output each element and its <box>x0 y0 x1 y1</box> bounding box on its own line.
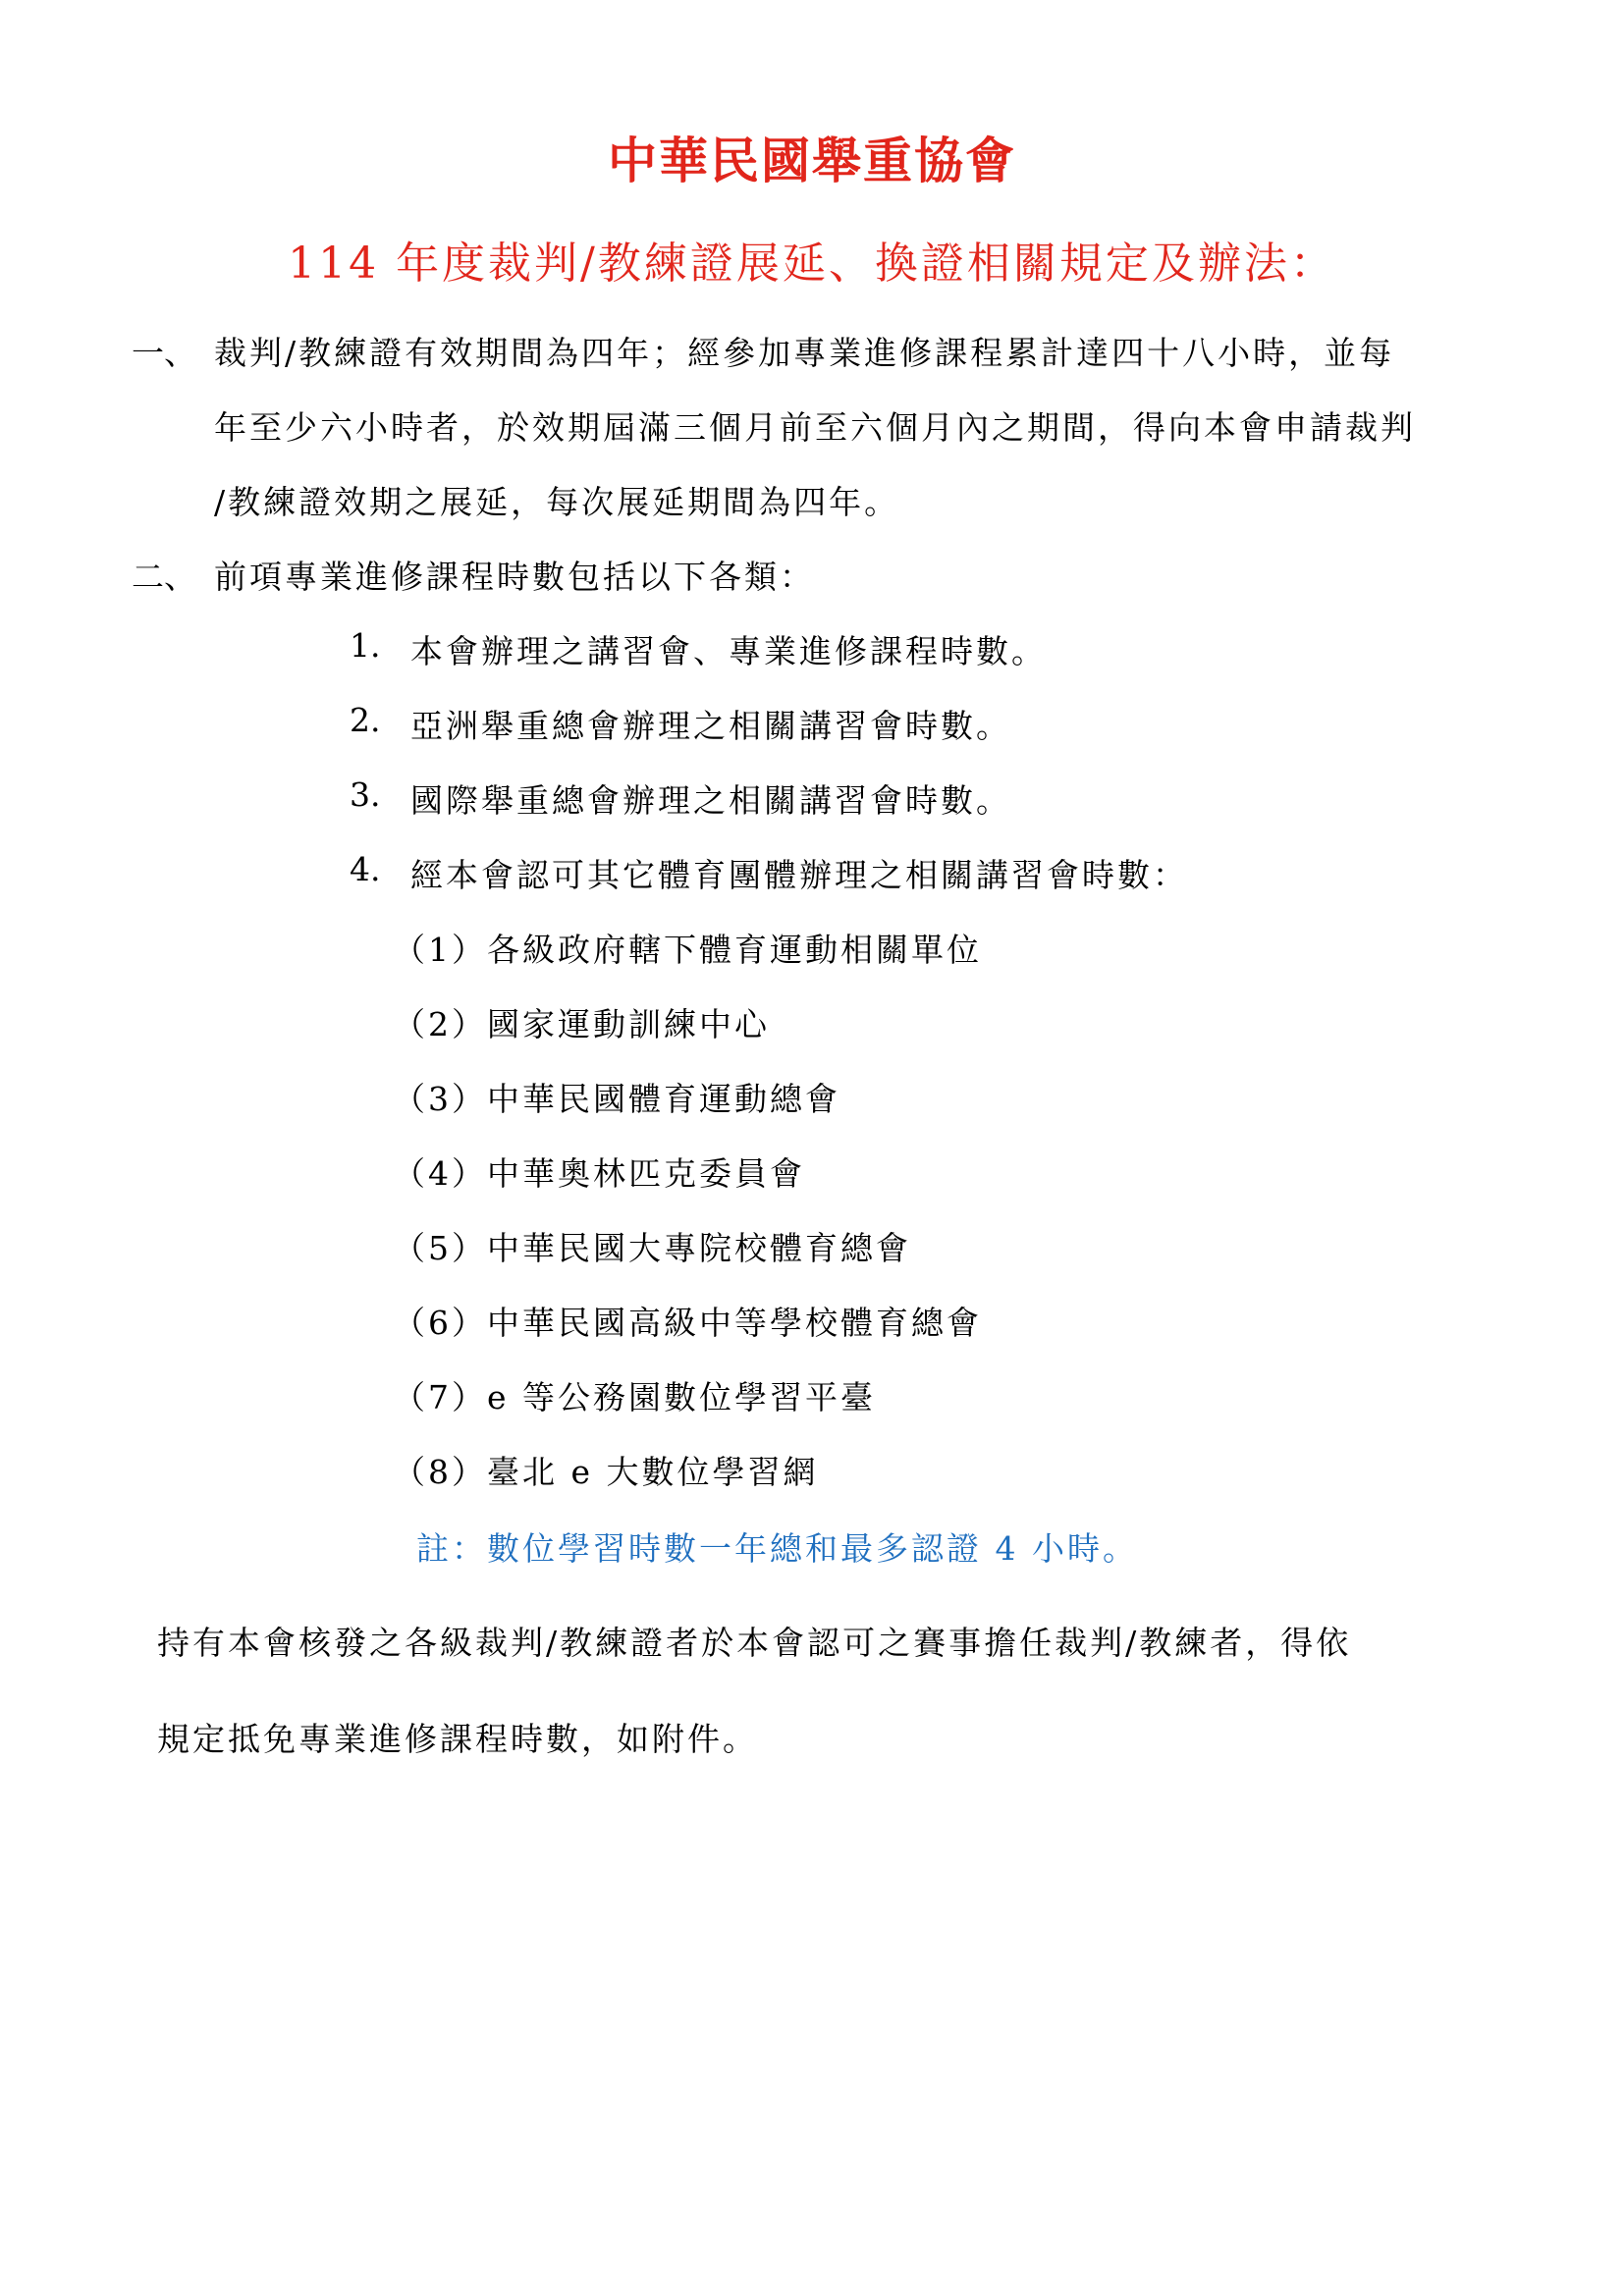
list-item-number: 2. <box>350 701 381 739</box>
document-subtitle: 114 年度裁判/教練證展延、換證相關規定及辦法： <box>288 239 1336 289</box>
list-item: 經本會認可其它體育團體辦理之相關講習會時數： <box>410 856 1188 894</box>
section-2-marker: 二、 <box>132 558 196 596</box>
list-item: 國際舉重總會辦理之相關講習會時數。 <box>410 781 1011 820</box>
section-2-intro: 前項專業進修課程時數包括以下各類： <box>214 558 815 596</box>
sub-list-item: （1）各級政府轄下體育運動相關單位 <box>393 931 982 969</box>
section-1-line-1: 裁判/教練證有效期間為四年；經參加專業進修課程累計達四十八小時，並每 <box>214 334 1395 372</box>
sub-list-item: （8）臺北 e 大數位學習網 <box>393 1453 819 1491</box>
list-item-number: 4. <box>350 850 381 888</box>
sub-list-item: （4）中華奧林匹克委員會 <box>393 1154 805 1193</box>
digital-hours-note: 註：數位學習時數一年總和最多認證 4 小時。 <box>416 1529 1138 1568</box>
closing-line-1: 持有本會核發之各級裁判/教練證者於本會認可之賽事擔任裁判/教練者，得依 <box>157 1624 1352 1662</box>
sub-list-item: （2）國家運動訓練中心 <box>393 1005 770 1043</box>
sub-list-item: （3）中華民國體育運動總會 <box>393 1080 840 1118</box>
section-1-line-2: 年至少六小時者，於效期屆滿三個月前至六個月內之期間，得向本會申請裁判 <box>214 408 1416 447</box>
list-item-number: 1. <box>350 626 381 665</box>
sub-list-item: （6）中華民國高級中等學校體育總會 <box>393 1304 982 1342</box>
list-item: 亞洲舉重總會辦理之相關講習會時數。 <box>410 707 1011 745</box>
section-1-marker: 一、 <box>132 334 196 372</box>
list-item-number: 3. <box>350 775 381 814</box>
closing-line-2: 規定抵免專業進修課程時數，如附件。 <box>157 1720 758 1758</box>
sub-list-item: （5）中華民國大專院校體育總會 <box>393 1229 911 1267</box>
list-item: 本會辦理之講習會、專業進修課程時數。 <box>410 632 1047 670</box>
sub-list-item: （7）e 等公務園數位學習平臺 <box>393 1378 877 1416</box>
document-title: 中華民國舉重協會 <box>608 132 1016 189</box>
section-1-line-3: /教練證效期之展延，每次展延期間為四年。 <box>214 483 900 521</box>
